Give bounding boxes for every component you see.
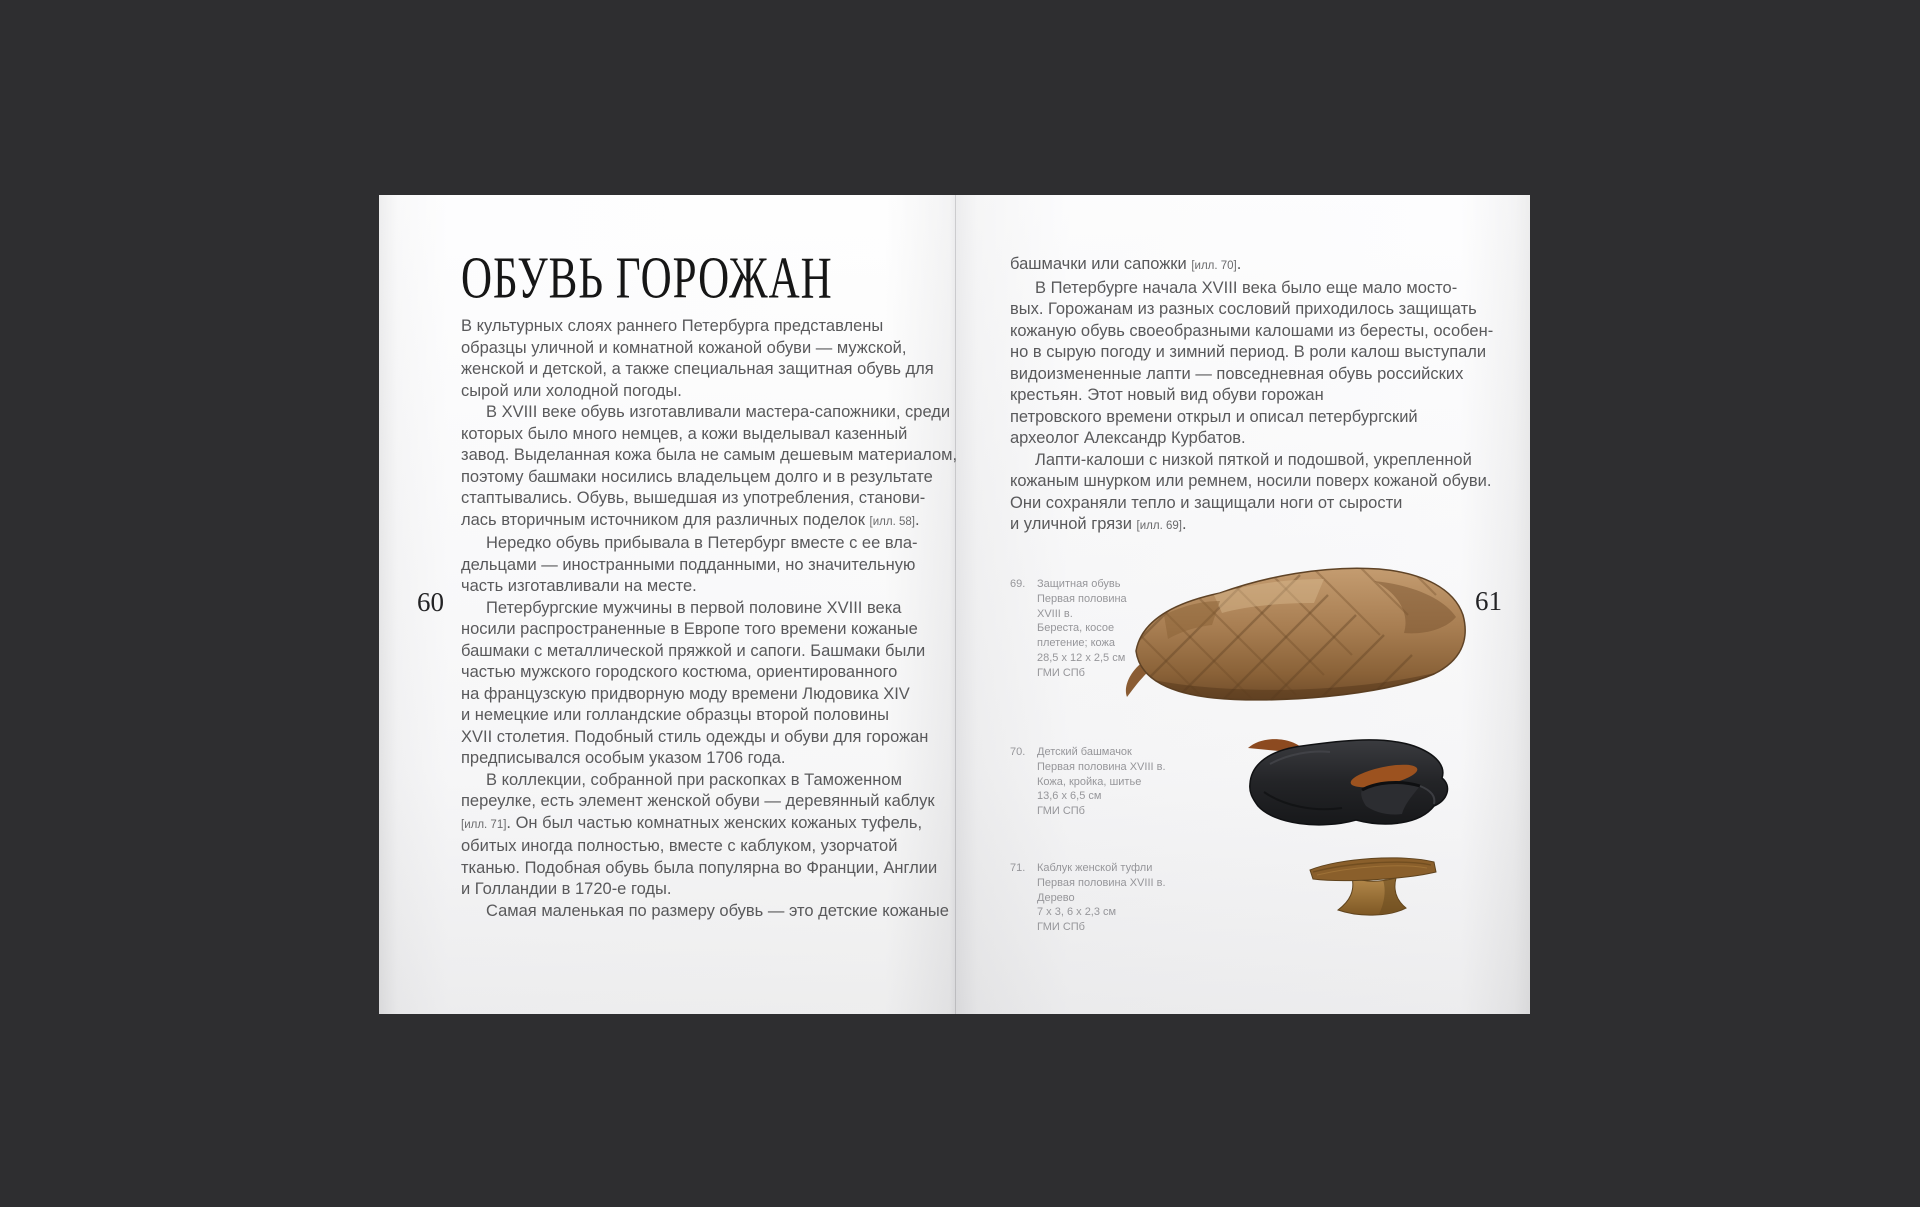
caption-line: XVIII в. bbox=[1037, 607, 1073, 620]
caption-line: ГМИ СПб bbox=[1037, 666, 1085, 679]
figure-caption bbox=[1010, 861, 1200, 935]
page-gutter bbox=[955, 195, 956, 1014]
text-line: башмачки или сапожки [илл. 70]. bbox=[1010, 255, 1242, 273]
figure-reference: [илл. 58] bbox=[869, 515, 915, 528]
text-line: предписывался особым указом 1706 года. bbox=[461, 749, 786, 767]
text-line: и Голландии в 1720-е годы. bbox=[461, 880, 672, 898]
text-line: Петербургские мужчины в первой половине XVIII века bbox=[486, 598, 902, 617]
text-line: лась вторичным источником для различных поделок [илл. 58]. bbox=[461, 510, 920, 529]
text-line: башмаки с металлической пряжкой и сапоги. Башмаки были bbox=[461, 641, 926, 660]
text-line: В культурных слоях раннего Петербурга представлены bbox=[461, 317, 884, 335]
figure-number: 70. bbox=[1010, 746, 1026, 758]
text-line: стаптывались. Обувь, вышедшая из употребления, станови- bbox=[461, 489, 926, 507]
text-line: [илл. 71]. Он был частью комнатных женских кожаных туфель, bbox=[461, 813, 923, 832]
paragraph bbox=[461, 770, 938, 901]
text-line: Самая маленькая по размеру обувь — это детские кожаные bbox=[486, 901, 949, 920]
figure-reference: [илл. 69] bbox=[1136, 520, 1182, 532]
caption-line: Дерево bbox=[1037, 891, 1075, 904]
text-line: В XVIII веке обувь изготавливали мастера-сапожники, среди bbox=[486, 403, 951, 421]
figure-caption bbox=[1010, 745, 1200, 819]
text-line: Они сохраняли тепло и защищали ноги от сырости bbox=[1010, 493, 1403, 512]
caption-line: Береста, косое bbox=[1037, 622, 1115, 635]
caption-line: Детский башмачок bbox=[1037, 746, 1132, 758]
birch-bark-overshoe-photo bbox=[1124, 555, 1472, 710]
caption-line: Каблук женской туфли bbox=[1037, 862, 1153, 874]
text-line: видоизмененные лапти — повседневная обувь российских bbox=[1010, 364, 1464, 383]
text-line: кожаным шнурком или ремнем, носили поверх кожаной обуви. bbox=[1010, 472, 1492, 490]
page-title: ОБУВЬ ГОРОЖАН bbox=[461, 246, 833, 312]
left-page-body-text bbox=[461, 316, 958, 922]
text-line: которых было много немцев, а кожи выделывал казенный bbox=[461, 424, 908, 443]
caption-line: ГМИ СПб bbox=[1037, 921, 1085, 934]
text-line: переулке, есть элемент женской обуви — деревянный каблук bbox=[461, 792, 935, 810]
text-line: археолог Александр Курбатов. bbox=[1010, 429, 1246, 447]
text-line: В Петербурге начала XVIII века было еще мало мосто- bbox=[1035, 278, 1458, 297]
text-line: крестьян. Этот новый вид обуви горожан bbox=[1010, 386, 1324, 404]
text-line: кожаную обувь своеобразными калошами из бересты, особен- bbox=[1010, 321, 1494, 340]
caption-line: Первая половина XVIII в. bbox=[1037, 760, 1166, 773]
text-line: часть изготавливали на месте. bbox=[461, 577, 697, 595]
text-line: и уличной грязи [илл. 69]. bbox=[1010, 515, 1187, 533]
page-number-left: 60 bbox=[417, 587, 444, 617]
figure-reference: [илл. 70] bbox=[1191, 260, 1237, 272]
text-line: носили распространенные в Европе того времени кожаные bbox=[461, 620, 918, 638]
figure-number: 69. bbox=[1010, 578, 1026, 590]
text-line: и немецкие или голландские образцы второй половины bbox=[461, 706, 890, 724]
paragraph bbox=[1010, 450, 1492, 538]
caption-line: 28,5 x 12 x 2,5 см bbox=[1037, 651, 1126, 664]
caption-line: плетение; кожа bbox=[1037, 637, 1116, 650]
page-number-right: 61 bbox=[1475, 586, 1502, 616]
paragraph bbox=[461, 316, 933, 402]
text-line: поэтому башмаки носились владельцем долго и в результате bbox=[461, 467, 933, 486]
text-line: завод. Выделанная кожа была не самым дешевым материалом, bbox=[461, 446, 958, 464]
caption-text bbox=[1037, 861, 1200, 935]
caption-line: Первая половина bbox=[1037, 592, 1127, 605]
text-line: тканью. Подобная обувь была популярна во Франции, Англии bbox=[461, 858, 938, 877]
paragraph bbox=[1010, 254, 1482, 278]
text-line: дельцами — иностранными подданными, но значительную bbox=[461, 555, 916, 574]
paragraph bbox=[461, 402, 958, 533]
figure-reference: [илл. 71] bbox=[461, 818, 507, 831]
text-line: XVII столетия. Подобный стиль одежды и обуви для горожан bbox=[461, 727, 929, 746]
text-line: Нередко обувь прибывала в Петербург вместе с ее вла- bbox=[486, 534, 918, 552]
right-page-body-text bbox=[1010, 254, 1494, 538]
text-line: образцы уличной и комнатной кожаной обуви — мужской, bbox=[461, 338, 907, 357]
text-line: вых. Горожанам из разных сословий приходилось защищать bbox=[1010, 300, 1477, 318]
childs-leather-shoe-photo bbox=[1234, 728, 1454, 840]
caption-line: ГМИ СПб bbox=[1037, 805, 1085, 818]
text-line: на французскую придворную моду времени Людовика XIV bbox=[461, 684, 910, 703]
text-line: сырой или холодной погоды. bbox=[461, 381, 682, 400]
paragraph bbox=[461, 901, 949, 923]
paragraph bbox=[461, 533, 933, 598]
wooden-heel-photo bbox=[1307, 853, 1439, 919]
caption-line: Кожа, кройка, шитье bbox=[1037, 775, 1142, 788]
text-line: женской и детской, а также специальная защитная обувь для bbox=[461, 360, 934, 378]
text-line: частью мужского городского костюма, ориентированного bbox=[461, 663, 898, 681]
figure-number: 71. bbox=[1010, 862, 1026, 874]
text-line: Лапти-калоши с низкой пяткой и подошвой, укрепленной bbox=[1035, 450, 1472, 469]
caption-text bbox=[1037, 745, 1200, 819]
text-line: В коллекции, собранной при раскопках в Таможенном bbox=[486, 770, 902, 789]
text-line: но в сырую погоду и зимний период. В роли калош выступали bbox=[1010, 343, 1487, 361]
caption-line: Первая половина XVIII в. bbox=[1037, 876, 1166, 889]
caption-line: 7 x 3, 6 x 2,3 см bbox=[1037, 906, 1117, 919]
paragraph bbox=[461, 598, 933, 770]
caption-line: 13,6 x 6,5 см bbox=[1037, 790, 1102, 803]
caption-line: Защитная обувь bbox=[1037, 578, 1121, 590]
paragraph bbox=[1010, 278, 1494, 450]
text-line: петровского времени открыл и описал петербургский bbox=[1010, 407, 1418, 426]
book-spread bbox=[379, 195, 1530, 1014]
text-line: обитых иногда полностью, вместе с каблуком, узорчатой bbox=[461, 837, 898, 855]
